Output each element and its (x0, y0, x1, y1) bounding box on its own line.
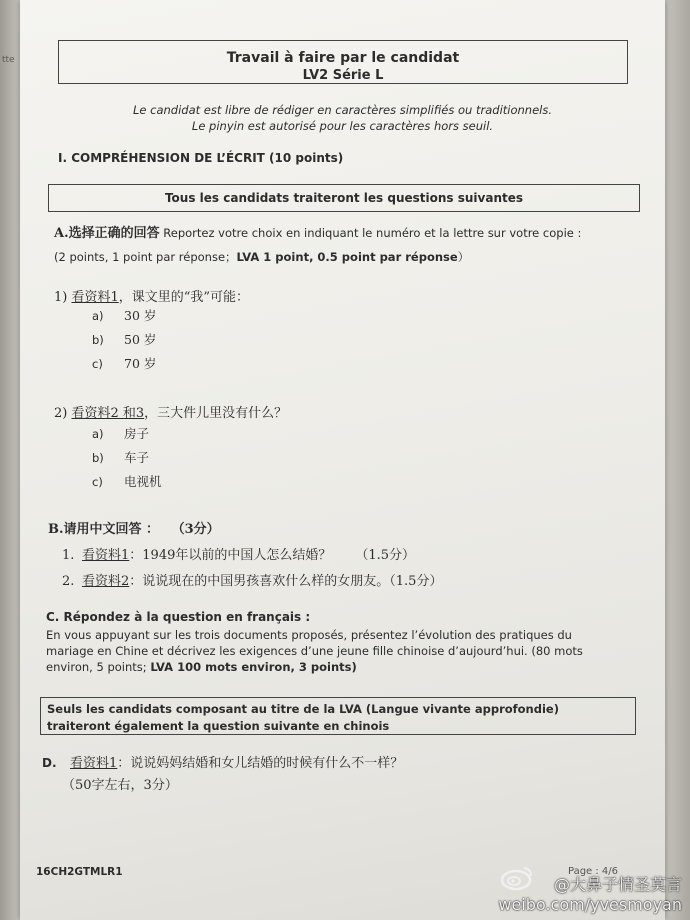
question-2-text: ，三大件儿里没有什么？ (144, 406, 288, 421)
edge-text-left: tte (2, 55, 15, 65)
q1-option-c-text: 70 岁 (124, 356, 157, 371)
part-c-title: C. Répondez à la question en français : (46, 610, 311, 624)
part-a-header (54, 225, 654, 242)
part-c-line-3 (46, 659, 646, 676)
intro-line-1: Le candidat est libre de rédiger en caractères simplifiés ou traditionnels. (132, 103, 552, 117)
lva-notice-line-1: Seuls les candidats composant au titre de la LVA (Langue vivante approfondie) (47, 702, 559, 716)
q2-option-b-text: 车子 (124, 450, 150, 465)
q1-option-a (92, 306, 156, 324)
part-a-points-text: (2 points, 1 point par réponse； (54, 250, 237, 264)
intro-line-2: Le pinyin est autorisé pour les caractères hors seuil. (191, 119, 494, 133)
part-a-instruction: Reportez votre choix en indiquant le numéro et la lettre sur votre copie : (163, 226, 582, 240)
part-b-item-2 (62, 570, 442, 589)
part-c-line-3-lva: LVA 100 mots environ, 3 points) (150, 660, 357, 674)
q2-option-a (92, 424, 149, 442)
part-b-item-2-text: ：说说现在的中国男孩喜欢什么样的女朋友。（1.5分） (129, 574, 443, 589)
q2-option-a-text: 房子 (124, 426, 150, 441)
question-1 (54, 286, 249, 305)
part-c-line-2: mariage en Chine et décrivez les exigences d’une jeune fille chinoise d’aujourd’hui. (80 mots (46, 644, 583, 658)
q1-option-a-letter: a) (92, 309, 104, 323)
header-title: Travail à faire par le candidat (226, 50, 460, 66)
part-b-header (48, 518, 220, 537)
watermark-handle: @大鼻子情圣莫言 (553, 875, 682, 894)
q2-option-c-letter: c) (92, 475, 103, 489)
part-d-points: （50字左右，3分） (62, 778, 178, 793)
part-d-label: D. (42, 756, 57, 770)
q1-option-b (92, 330, 156, 348)
lva-notice-line-2: traiteront également la question suivante en chinois (47, 719, 390, 733)
q1-option-b-letter: b) (92, 333, 104, 347)
header-box (58, 40, 628, 84)
question-2 (54, 402, 287, 421)
lva-notice-box (40, 697, 636, 735)
part-a-points (54, 249, 654, 266)
q1-option-a-text: 30 岁 (124, 308, 157, 323)
part-b-item-1-reference: 看资料1 (82, 548, 130, 563)
question-1-number: 1) (54, 290, 72, 305)
q2-option-a-letter: a) (92, 427, 104, 441)
part-c-line-1: En vous appuyant sur les trois documents proposés, présentez l’évolution des pratiques du (46, 628, 572, 642)
q2-option-b-letter: b) (92, 451, 104, 465)
page-number: Page : 4/6 (568, 866, 619, 877)
q2-option-c-text: 电视机 (124, 474, 162, 489)
question-1-reference: 看资料1 (71, 290, 119, 305)
part-b-item-1-number: 1. (62, 548, 75, 563)
part-b-points: （3分） (171, 522, 220, 537)
part-d-question (42, 752, 403, 771)
question-2-number: 2) (54, 406, 72, 421)
part-b-item-2-number: 2. (62, 574, 75, 589)
q2-option-c (92, 472, 162, 490)
document-code: 16CH2GTMLR1 (36, 866, 123, 878)
part-a-points-lva: LVA 1 point, 0.5 point par réponse (236, 250, 458, 264)
part-b-item-1 (62, 544, 415, 563)
part-b-item-1-text: ：1949年以前的中国人怎么结婚？ (129, 548, 332, 563)
question-1-text: ，课文里的“我”可能： (118, 290, 250, 305)
header-subtitle: LV2 Série L (302, 68, 384, 83)
exam-page (20, 0, 665, 920)
part-c-line-3-text: environ, 5 points; (46, 660, 151, 674)
q1-option-c (92, 354, 156, 372)
watermark-url: weibo.com/yvesmoyan (498, 895, 682, 914)
q1-option-b-text: 50 岁 (124, 332, 157, 347)
part-a-points-close: ） (457, 250, 470, 264)
instruction-band: Tous les candidats traiteront les questions suivantes (48, 184, 640, 212)
part-a-label: A.选择正确的回答 (54, 226, 160, 241)
q1-option-c-letter: c) (92, 357, 103, 371)
part-d-reference: 看资料1 (70, 756, 118, 771)
part-d-text: ：说说妈妈结婚和女儿结婚的时候有什么不一样？ (117, 756, 404, 771)
part-b-item-2-reference: 看资料2 (82, 574, 130, 589)
part-b-item-1-points: （1.5分） (355, 548, 416, 563)
section-title: I. COMPRÉHENSION DE L’ÉCRIT (10 points) (58, 151, 344, 165)
weibo-logo-icon (500, 865, 534, 891)
part-b-label: B.请用中文回答 ： (48, 522, 160, 537)
question-2-reference: 看资料2 和3 (71, 406, 145, 421)
q2-option-b (92, 448, 149, 466)
